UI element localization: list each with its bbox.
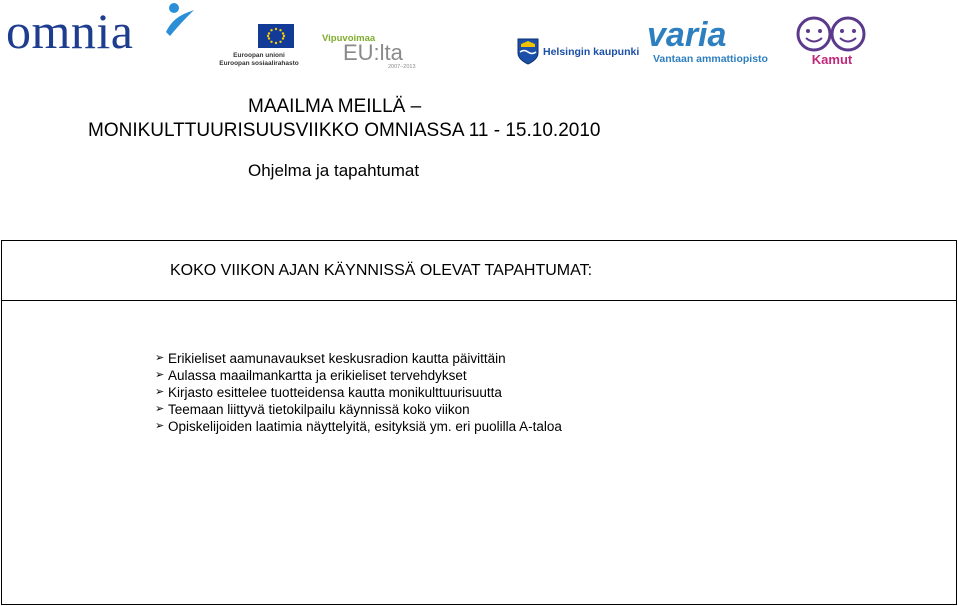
list-item-text: Kirjasto esittelee tuotteidensa kautta monikulttuurisuutta [168,385,502,400]
kamut-faces-icon [796,14,866,54]
varia-logo-text: varia [647,16,727,54]
eu-line2: Euroopan sosiaalirahasto [219,60,299,67]
bullet-arrow-icon: ➢ [155,386,165,398]
bullet-arrow-icon: ➢ [155,369,165,381]
events-list [155,350,562,435]
helsinki-crest-icon [517,38,539,65]
eu-logo-text [214,52,304,68]
vipuvoimaa-main: EU:lta [343,40,403,65]
helsinki-logo-text: Helsingin kaupunki [543,46,640,58]
page-title-line2: MONIKULTTUURISUUSVIIKKO OMNIASSA 11 - 15.10.2010 [88,120,601,141]
bullet-arrow-icon: ➢ [155,403,165,415]
list-item-text: Aulassa maailmankartta ja erikieliset tervehdykset [168,368,467,383]
events-box-body-cell [1,300,957,605]
varia-logo-subtitle: Vantaan ammattiopisto [653,53,768,65]
page-title-line1: MAAILMA MEILLÄ – [248,96,422,117]
list-item [155,401,562,418]
list-item-text: Erikieliset aamunavaukset keskusradion kautta päivittäin [168,351,506,366]
omnia-logo-text: omnia [6,3,134,59]
bullet-arrow-icon: ➢ [155,352,165,364]
vipuvoimaa-label: Vipuvoimaa [322,33,376,44]
bullet-arrow-icon: ➢ [155,420,165,432]
omnia-logo-icon [160,2,198,38]
events-box-heading: KOKO VIIKON AJAN KÄYNNISSÄ OLEVAT TAPAHTUMAT: [170,262,593,279]
list-item [155,350,562,367]
list-item [155,418,562,435]
list-item-text: Opiskelijoiden laatimia näyttelyitä, esityksiä ym. eri puolilla A-taloa [168,419,562,434]
list-item [155,367,562,384]
list-item-text: Teemaan liittyvä tietokilpailu käynnissä koko viikon [168,402,470,417]
list-item [155,384,562,401]
kamut-logo-text: Kamut [811,52,853,67]
page-subtitle: Ohjelma ja tapahtumat [248,161,420,180]
eu-flag-icon [258,24,294,48]
vipuvoimaa-years: 2007–2013 [388,64,416,70]
eu-line1: Euroopan unioni [233,52,285,59]
